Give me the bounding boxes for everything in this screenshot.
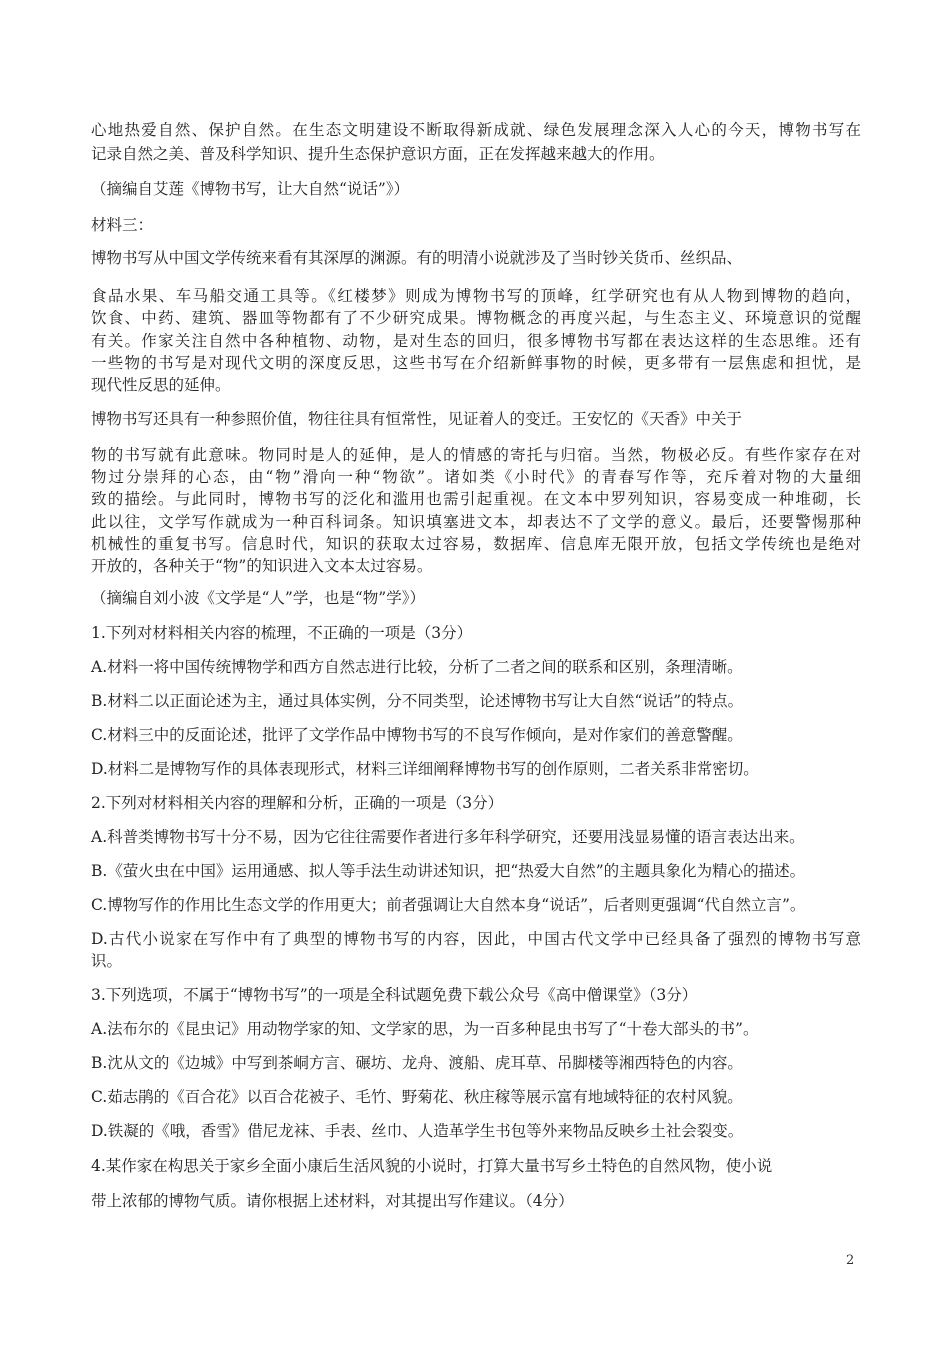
answer-option: B.沈从文的《边城》中写到茶峒方言、碾坊、龙舟、渡船、虎耳草、吊脚楼等湘西特色的内容。	[91, 1054, 743, 1072]
answer-option: A.材料一将中国传统博物学和西方自然志进行比较，分析了二者之间的联系和区别，条理清晰。	[91, 658, 743, 676]
answer-option: D.材料二是博物写作的具体表现形式，材料三详细阐释博物书写的创作原则，二者关系非常密切。	[91, 760, 759, 778]
text-line: 饮食、中药、建筑、器皿等物都有了不少研究成果。博物概念的再度兴起，与生态主义、环境意识的觉醒	[91, 309, 861, 327]
source-citation: （摘编自艾莲《博物书写，让大自然“说话”》）	[91, 180, 410, 198]
answer-option: A.法布尔的《昆虫记》用动物学家的知、文学家的思，为一百多种昆虫书写了“十卷大部头的书”。	[91, 1020, 759, 1038]
answer-option: C.茹志鹃的《百合花》以百合花被子、毛竹、野菊花、秋庄稼等展示富有地域特征的农村风貌。	[91, 1088, 743, 1106]
question-stem: 3.下列选项，不属于“博物书写”的一项是全科试题免费下载公众号《高中僧课堂》（3分）	[91, 986, 698, 1004]
answer-option: 识。	[91, 952, 123, 970]
text-line: 物的书写就有此意味。物同时是人的延伸，是人的情感的寄托与归宿。当然，物极必反。有些作家存在对	[91, 446, 861, 464]
answer-option: D.铁凝的《哦，香雪》借尼龙袜、手表、丝巾、人造革学生书包等外来物品反映乡土社会裂变。	[91, 1122, 744, 1140]
text-line: 食品水果、车马船交通工具等。《红楼梦》则成为博物书写的顶峰，红学研究也有从人物到博物的趋向，	[91, 287, 861, 305]
question-stem: 4.某作家在构思关于家乡全面小康后生活风貌的小说时，打算大量书写乡土特色的自然风物，使小说	[91, 1157, 773, 1175]
question-stem: 2.下列对材料相关内容的理解和分析，正确的一项是（3分）	[91, 794, 504, 812]
text-line: 博物书写从中国文学传统来看有其深厚的渊源。有的明清小说就涉及了当时钞关货币、丝织品、	[91, 249, 743, 267]
text-line: 博物书写还具有一种参照价值，物往往具有恒常性，见证着人的变迁。王安忆的《天香》中关于	[91, 410, 743, 428]
text-line: 致的描绘。与此同时，博物书写的泛化和滥用也需引起重视。在文本中罗列知识，容易变成一种堆砌，长	[91, 490, 861, 508]
source-citation: （摘编自刘小波《文学是“人”学，也是“物”学》）	[91, 589, 425, 607]
question-stem: 带上浓郁的博物气质。请你根据上述材料，对其提出写作建议。（4分）	[91, 1192, 574, 1210]
text-line: 此以往，文学写作就成为一种百科词条。知识填塞进文本，却表达不了文学的意义。最后，还要警惕那种	[91, 513, 861, 531]
page-number: 2	[846, 1253, 855, 1268]
answer-option: B.材料二以正面论述为主，通过具体实例，分不同类型，论述博物书写让大自然“说话”的特点。	[91, 692, 744, 710]
text-line: 有关。作家关注自然中各种植物、动物，是对生态的回归，很多博物书写都在表达这样的生态思维。还有	[91, 332, 861, 350]
text-line: 开放的，各种关于“物”的知识进入文本太过容易。	[91, 557, 433, 575]
text-line: 物过分崇拜的心态，由“物”滑向一种“物欲”。诸如类《小时代》的青春写作等，充斥着对物的大量细	[91, 468, 861, 486]
text-line: 机械性的重复书写。信息时代，知识的获取太过容易，数据库、信息库无限开放，包括文学传统也是绝对	[91, 535, 861, 553]
text-line: 心地热爱自然、保护自然。在生态文明建设不断取得新成就、绿色发展理念深入人心的今天，博物书写在	[91, 121, 861, 139]
text-line: 记录自然之美、普及科学知识、提升生态保护意识方面，正在发挥越来越大的作用。	[91, 145, 665, 163]
answer-option: A.科普类博物书写十分不易，因为它往往需要作者进行多年科学研究，还要用浅显易懂的语言表达出来。	[91, 828, 805, 846]
text-line: 现代性反思的延伸。	[91, 376, 231, 394]
answer-option: D.古代小说家在写作中有了典型的博物书写的内容，因此，中国古代文学中已经具备了强烈的博物书写意	[91, 930, 861, 948]
text-line: 一些物的书写是对现代文明的深度反思，这些书写在介绍新鲜事物的时候，更多带有一层焦虑和担忧，是	[91, 354, 861, 372]
question-stem: 1.下列对材料相关内容的梳理，不正确的一项是（3分）	[91, 624, 473, 642]
answer-option: C.材料三中的反面论述，批评了文学作品中博物书写的不良写作倾向，是对作家们的善意警醒。	[91, 726, 743, 744]
answer-option: B.《萤火虫在中国》运用通感、拟人等手法生动讲述知识，把“热爱大自然”的主题具象化为精心的描述。	[91, 862, 806, 880]
section-heading: 材料三：	[91, 216, 154, 234]
answer-option: C.博物写作的作用比生态文学的作用更大；前者强调让大自然本身“说话”，后者则更强调“代自然立言”。	[91, 896, 806, 914]
